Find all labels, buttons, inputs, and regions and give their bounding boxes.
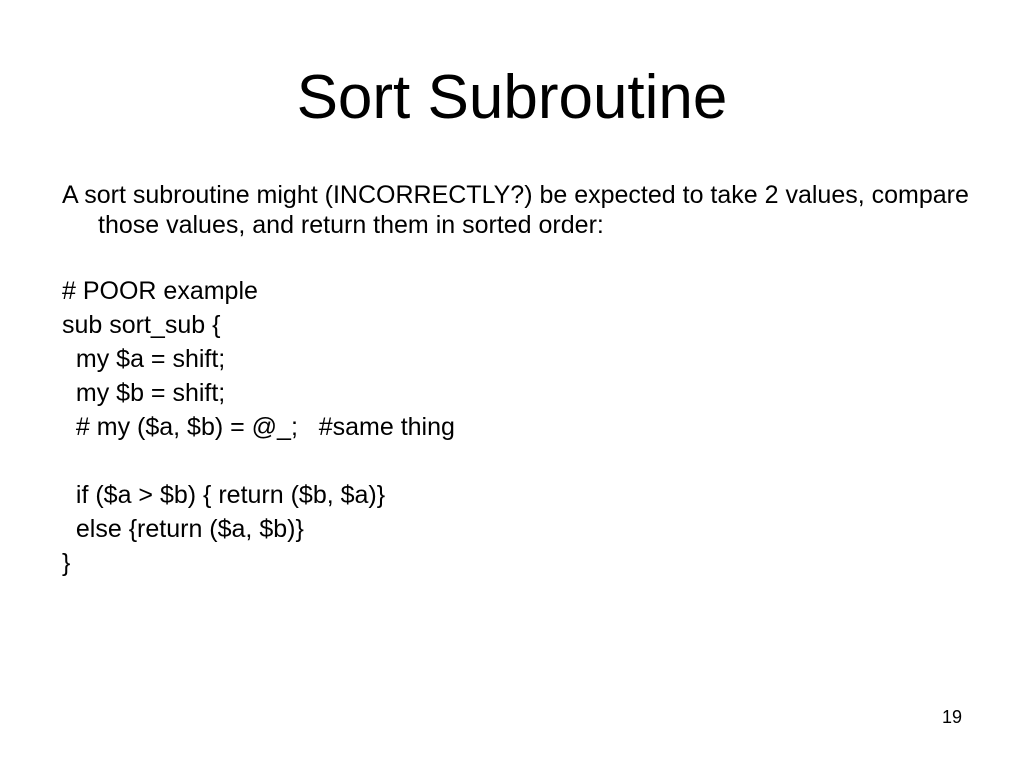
code-line: # my ($a, $b) = @_; #same thing (62, 413, 455, 441)
code-line (62, 444, 455, 478)
code-line: } (62, 549, 71, 577)
code-line: if ($a > $b) { return ($b, $a)} (62, 481, 386, 509)
code-line: my $a = shift; (62, 345, 226, 373)
intro-paragraph: A sort subroutine might (INCORRECTLY?) be expected to take 2 values, compare those values, and return them in sorted order: (62, 181, 969, 239)
code-line: sub sort_sub { (62, 311, 221, 339)
code-block (62, 274, 455, 580)
code-line: # POOR example (62, 277, 258, 305)
slide-title: Sort Subroutine (296, 63, 728, 132)
page-number: 19 (941, 707, 962, 727)
code-line: else {return ($a, $b)} (62, 515, 304, 543)
code-line: my $b = shift; (62, 379, 226, 407)
